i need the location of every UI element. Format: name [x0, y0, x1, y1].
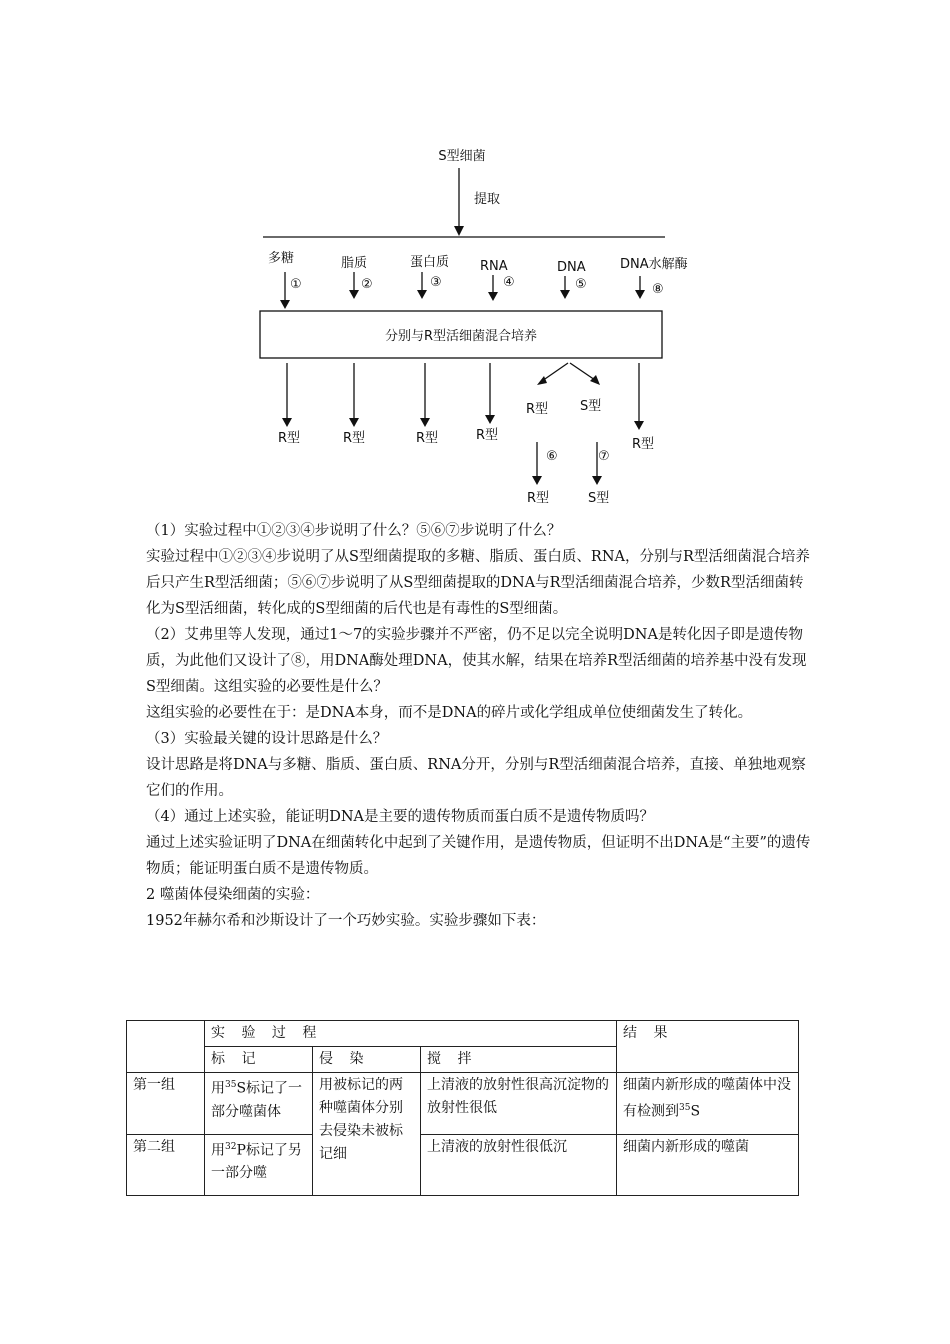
final-label: R型	[527, 491, 550, 506]
result-label: R型	[278, 431, 301, 446]
question-4: （4）通过上述实验，能证明DNA是主要的遗传物质而蛋白质不是遗传物质吗？	[146, 809, 655, 825]
answer-1: 实验过程中①②③④步说明了从S型细菌提取的多糖、脂质、蛋白质、RNA，分别与R型活细菌混合培养后只产生R型活细菌；⑤⑥⑦步说明了从S型细菌提取的DNA与R型活细菌混合培养，少数R型活细菌转化为S型活细菌，转化成的S型细菌的后代也是有毒性的S型细菌。	[146, 549, 810, 617]
header-infect: 侵 染	[313, 1047, 421, 1073]
result-label: R型	[416, 431, 439, 446]
header-process: 实 验 过 程	[205, 1021, 617, 1047]
component-label: 脂质	[341, 256, 368, 271]
step-number: ⑥	[546, 449, 558, 464]
component-label: DNA水解酶	[620, 257, 688, 272]
answer-2: 这组实验的必要性在于：是DNA本身，而不是DNA的碎片或化学组成单位使细菌发生了转化。	[146, 705, 753, 721]
culture-box-label: 分别与R型活细菌混合培养	[384, 329, 538, 344]
question-2: （2）艾弗里等人发现，通过1～7的实验步骤并不严密，仍不足以完全说明DNA是转化因子即是遗传物质，为此他们又设计了⑧，用DNA酶处理DNA，使其水解，结果在培养R型活细菌的培养基中没有发现S型细菌。这组实验的必要性是什么？	[146, 627, 807, 695]
answer-4: 通过上述实验证明了DNA在细菌转化中起到了关键作用，是遗传物质，但证明不出DNA是“主要”的遗传物质；能证明蛋白质不是遗传物质。	[146, 835, 811, 877]
stir-cell: 上清液的放射性很高沉淀物的放射性很低	[421, 1073, 617, 1135]
result-label: R型	[343, 431, 366, 446]
header-stir: 搅 拌	[421, 1047, 617, 1073]
step-number: ②	[361, 277, 373, 292]
result-label: R型	[632, 437, 655, 452]
step-number: ①	[290, 277, 302, 292]
input-arrows	[280, 272, 645, 309]
header-result: 结 果	[617, 1021, 799, 1073]
step-number: ⑦	[598, 449, 610, 464]
table-header-row	[127, 1021, 799, 1047]
infect-cell: 用被标记的两种噬菌体分别去侵染未被标记细	[313, 1073, 421, 1196]
source-label: S型细菌	[438, 149, 486, 164]
group-cell: 第一组	[127, 1073, 205, 1135]
section-2-intro: 1952年赫尔希和沙斯设计了一个巧妙实验。实验步骤如下表：	[146, 913, 546, 929]
step-number: ③	[430, 275, 442, 290]
final-label: S型	[588, 491, 610, 506]
result-arrows	[282, 363, 644, 485]
component-label: DNA	[557, 260, 586, 275]
table-corner-cell	[127, 1021, 205, 1073]
transformation-experiment-diagram	[0, 0, 950, 520]
experiment-table	[126, 1020, 799, 1196]
body-text	[146, 518, 816, 934]
question-3: （3）实验最关键的设计思路是什么？	[146, 731, 388, 747]
component-label: 多糖	[268, 251, 295, 266]
result-label: S型	[580, 399, 602, 414]
extract-arrowhead	[454, 226, 464, 236]
step-number: ⑤	[575, 277, 587, 292]
question-1: （1）实验过程中①②③④步说明了什么？⑤⑥⑦步说明了什么？	[146, 523, 562, 539]
result-label: R型	[526, 402, 549, 417]
table-row	[127, 1073, 799, 1135]
header-label: 标 记	[205, 1047, 313, 1073]
component-label: RNA	[480, 259, 508, 274]
component-label: 蛋白质	[410, 255, 450, 270]
step-number: ⑧	[652, 282, 664, 297]
result-cell: 细菌内新形成的噬菌	[617, 1134, 799, 1196]
result-cell: 细菌内新形成的噬菌体中没有检测到$^{35}$S	[617, 1073, 799, 1135]
stir-cell: 上清液的放射性很低沉	[421, 1134, 617, 1196]
step-number: ④	[503, 275, 515, 290]
result-label: R型	[476, 428, 499, 443]
extract-label: 提取	[474, 192, 501, 207]
label-cell: 用$^{35}$S标记了一部分噬菌体	[205, 1073, 313, 1135]
table-row	[127, 1134, 799, 1196]
label-cell: 用$^{32}$P标记了另一部分噬	[205, 1134, 313, 1196]
answer-3: 设计思路是将DNA与多糖、脂质、蛋白质、RNA分开，分别与R型活细菌混合培养，直接、单独地观察它们的作用。	[146, 757, 806, 799]
section-2-heading: 2 噬菌体侵染细菌的实验：	[146, 887, 320, 903]
group-cell: 第二组	[127, 1134, 205, 1196]
